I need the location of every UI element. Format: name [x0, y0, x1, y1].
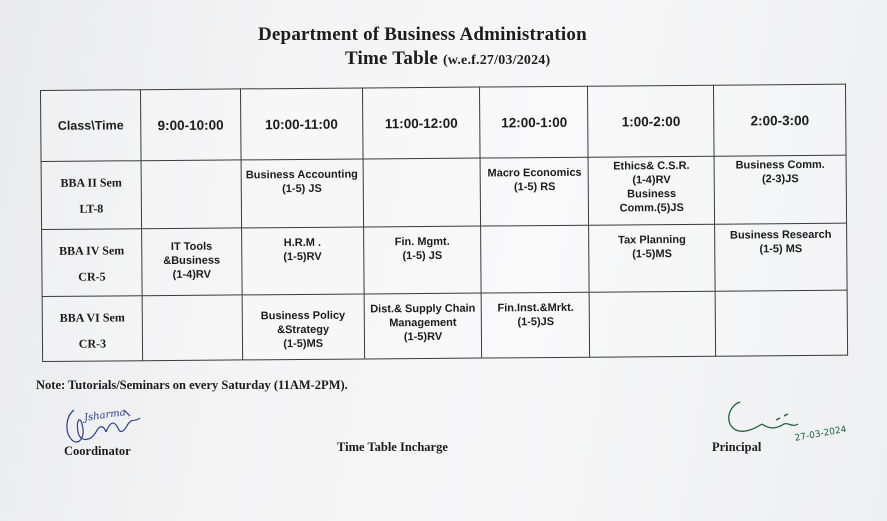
slot-cell	[242, 294, 364, 360]
faculty: (1-5)RV	[403, 330, 443, 344]
class-cell	[42, 228, 142, 296]
column-header: 9:00-10:00	[140, 89, 240, 161]
slot-cell	[363, 226, 481, 294]
coordinator-label: Coordinator	[64, 444, 131, 458]
table-row	[41, 156, 847, 230]
incharge-label: Time Table Incharge	[337, 440, 448, 454]
slot-cell	[714, 156, 846, 224]
faculty: (1-5)MS	[632, 247, 672, 261]
column-header: 10:00-11:00	[240, 88, 362, 160]
slot-cell	[481, 225, 589, 293]
timetable	[40, 84, 848, 362]
subject: Management	[389, 316, 457, 330]
subject: Dist.& Supply Chain	[370, 302, 476, 316]
principal-label: Principal	[712, 440, 762, 454]
column-header: 12:00-1:00	[480, 86, 588, 158]
table-row	[42, 223, 848, 297]
slot-cell	[364, 293, 482, 359]
subject: IT Tools	[170, 240, 213, 253]
column-header: Class\Time	[41, 90, 141, 162]
subject: Ethics& C.S.R.	[613, 160, 690, 173]
column-header: 11:00-12:00	[362, 87, 480, 159]
class-cell	[41, 161, 141, 229]
slot-cell	[363, 159, 481, 227]
subject: Business	[627, 188, 677, 201]
faculty: (1-5)JS	[517, 315, 555, 329]
slot-cell	[589, 224, 715, 292]
slot-cell	[482, 292, 590, 358]
faculty: (1-4)RV	[172, 268, 212, 281]
timetable-label: Time Table	[345, 48, 438, 69]
timetable-title	[345, 48, 550, 70]
faculty: (1-5) RS	[513, 181, 556, 194]
room-name: CR-3	[78, 336, 107, 351]
subject: H.R.M .	[283, 236, 322, 249]
column-header: 1:00-2:00	[588, 85, 714, 157]
faculty: (2-3)JS	[761, 173, 799, 186]
class-name: BBA VI Sem	[59, 310, 125, 325]
class-name: BBA II Sem	[60, 175, 122, 191]
slot-cell	[589, 291, 715, 357]
department-title: Department of Business Administration	[258, 24, 587, 45]
faculty: (1-5)RV	[283, 250, 322, 263]
table-row	[42, 290, 847, 361]
subject: Business Accounting	[245, 168, 358, 182]
faculty: (1-5) JS	[282, 183, 322, 196]
subject: Tax Planning	[618, 233, 686, 247]
header-row	[41, 84, 847, 162]
subject: Business Policy	[260, 309, 346, 323]
faculty: (1-5) MS	[759, 242, 803, 256]
principal-date: 27-03-2024	[794, 424, 848, 444]
faculty: Comm.(5)JS	[619, 202, 684, 215]
faculty: (1-5)MS	[283, 337, 324, 350]
subject: Fin. Mgmt.	[394, 235, 450, 248]
subject: Macro Economics	[487, 167, 582, 180]
class-name: BBA IV Sem	[59, 243, 125, 258]
slot-cell	[141, 228, 241, 296]
slot-cell	[715, 223, 847, 291]
subject: Business Research	[729, 228, 832, 242]
room-name: LT-8	[79, 201, 104, 217]
subject: Business Comm.	[735, 159, 825, 173]
slot-cell	[142, 295, 242, 361]
faculty: (1-5) JS	[402, 249, 443, 262]
slot-cell	[588, 157, 714, 225]
slot-cell	[141, 160, 241, 228]
effective-date: (w.e.f.27/03/2024)	[442, 53, 551, 68]
class-cell	[42, 296, 142, 362]
faculty: (1-4)RV	[632, 174, 671, 187]
note-text: Note: Tutorials/Seminars on every Saturday (11AM-2PM).	[36, 378, 348, 392]
column-header: 2:00-3:00	[714, 84, 846, 157]
slot-cell	[715, 290, 847, 356]
subject: &Strategy	[277, 323, 330, 337]
subject: Fin.Inst.&Mrkt.	[497, 301, 574, 315]
room-name: CR-5	[78, 269, 106, 284]
slot-cell	[481, 158, 589, 226]
subject: &Business	[163, 254, 221, 267]
slot-cell	[241, 159, 363, 227]
coordinator-signature-text: Jsharma	[83, 407, 127, 424]
slot-cell	[241, 227, 363, 295]
